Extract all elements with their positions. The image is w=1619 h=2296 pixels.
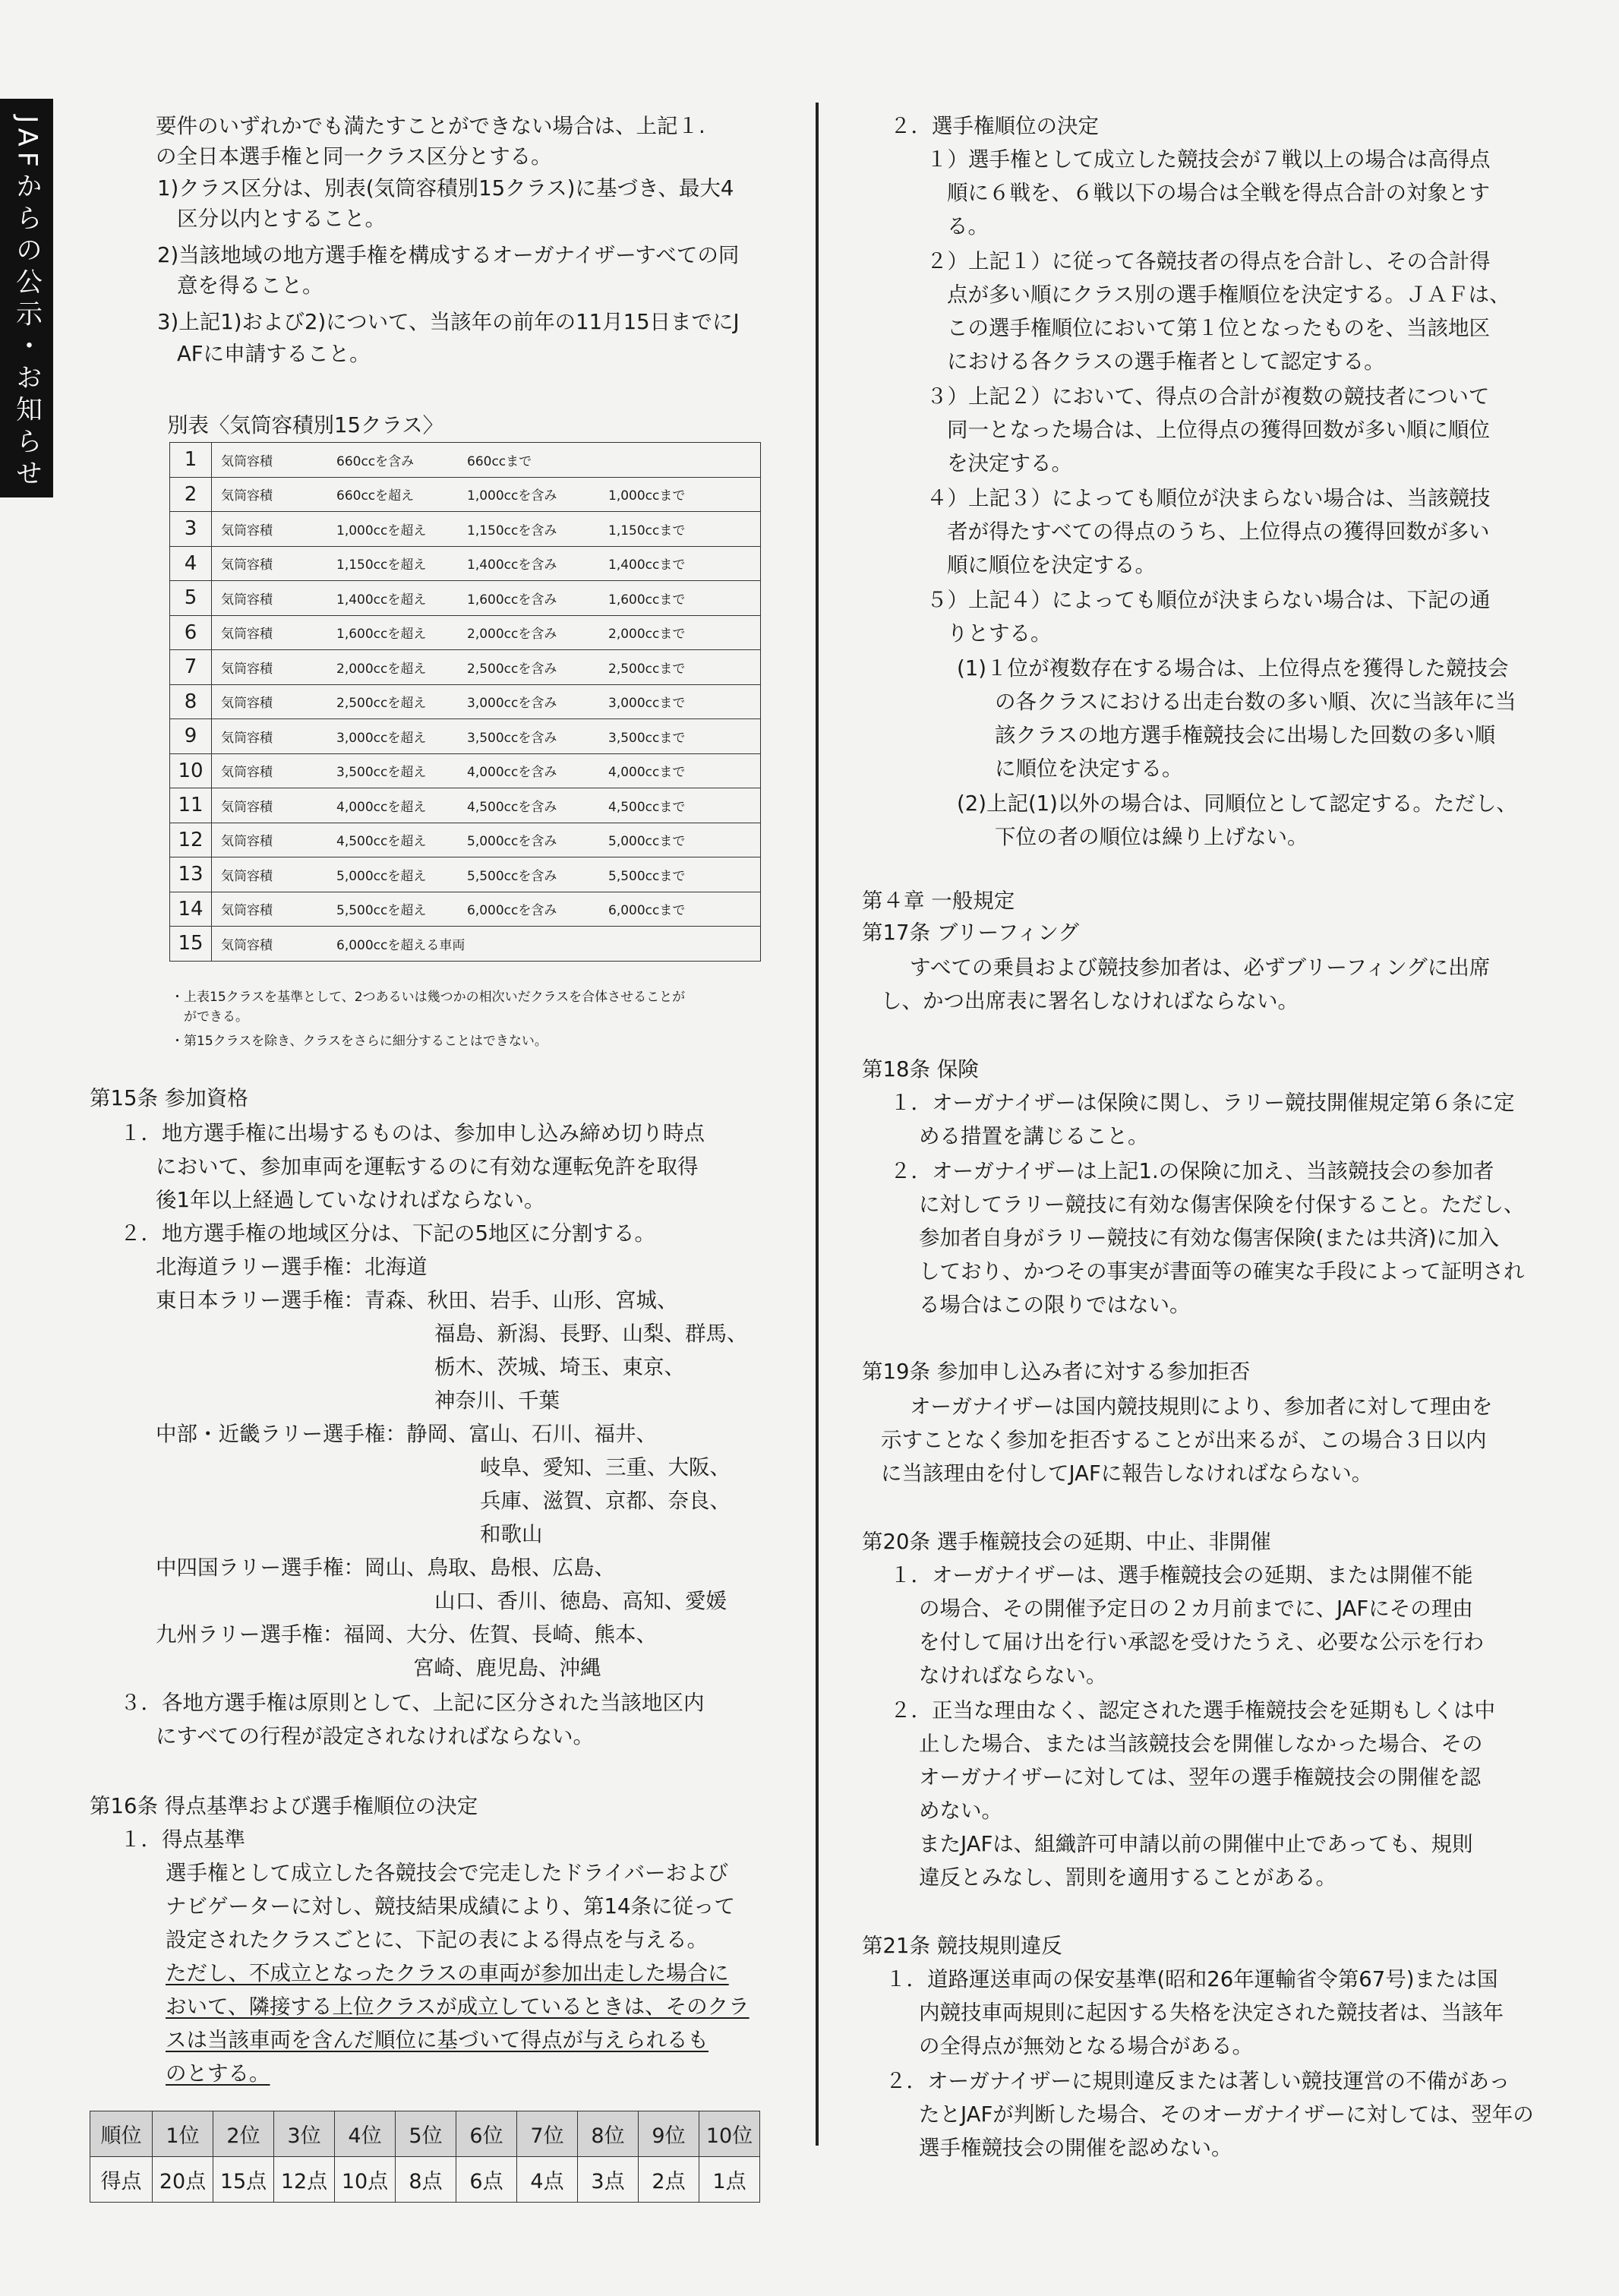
class-label: 気筒容積 (221, 661, 273, 677)
table-title: 別表〈気筒容積別15クラス〉 (167, 413, 444, 437)
class-a: 1,400ccを超え (336, 592, 427, 608)
class-b: 3,500ccを含み (467, 730, 557, 746)
text-line: ４）上記３）によっても順位が決まらない場合は、当該競技 (926, 486, 1491, 510)
text-line: に対してラリー競技に有効な傷害保険を付保すること。ただし、 (919, 1192, 1525, 1217)
rank-cell: 4位 (335, 2111, 396, 2157)
class-number: 5 (170, 581, 212, 616)
text-line: ２．オーガナイザーに規則違反または著しい競技運営の不備があっ (885, 2069, 1510, 2093)
class-b: 5,000ccを含み (467, 834, 557, 850)
article-20-heading: 第20条 選手権競技会の延期、中止、非開催 (862, 1530, 1271, 1554)
class-number: 6 (170, 615, 212, 650)
article-15-heading: 第15条 参加資格 (90, 1086, 248, 1110)
text-line: 要件のいずれかでも満たすことができない場合は、上記１. (156, 114, 705, 138)
table-note: ・第15クラスを除き、クラスをさらに細分することはできない。 (171, 1034, 548, 1049)
text-line: ２）上記１）に従って各競技者の得点を合計し、その合計得 (926, 249, 1491, 273)
class-label: 気筒容積 (221, 523, 273, 538)
class-c: 1,600ccまで (608, 592, 686, 608)
class-label: 気筒容積 (221, 592, 273, 608)
text-line: なければならない。 (919, 1663, 1107, 1688)
text-line: 同一となった場合は、上位得点の獲得回数が多い順に順位 (947, 418, 1490, 442)
displacement-row (170, 719, 761, 754)
text-line: 九州ラリー選手権：福岡、大分、佐賀、長崎、熊本、 (156, 1622, 657, 1647)
text-line: を決定する。 (947, 451, 1072, 475)
text-line: 参加者自身がラリー競技に有効な傷害保険(または共済)に加入 (919, 1226, 1499, 1250)
class-definition (212, 477, 761, 512)
column-divider (816, 103, 819, 2146)
displacement-row (170, 546, 761, 581)
text-line: オーガナイザーは国内競技規則により、参加者に対して理由を (910, 1394, 1493, 1419)
text-line: の全日本選手権と同一クラス区分とする。 (156, 144, 552, 169)
chapter-4-heading: 第４章 一般規定 (862, 889, 1015, 913)
displacement-row (170, 823, 761, 857)
class-a: 660ccを超え (336, 488, 415, 504)
class-definition (212, 719, 761, 754)
text-line: において、参加車両を運転するのに有効な運転免許を取得 (156, 1154, 699, 1179)
displacement-row (170, 512, 761, 547)
class-definition (212, 443, 761, 478)
class-c: 1,150ccまで (608, 523, 686, 538)
text-line: ３）上記２）において、得点の合計が複数の競技者について (926, 384, 1490, 409)
class-definition (212, 892, 761, 927)
text-line: の各クラスにおける出走台数の多い順、次に当該年に当 (995, 690, 1516, 714)
text-line: 設定されたクラスごとに、下記の表による得点を与える。 (166, 1928, 709, 1952)
text-line: すべての乗員および競技参加者は、必ずブリーフィングに出席 (910, 955, 1491, 980)
text-line: １）選手権として成立した競技会が７戦以上の場合は高得点 (926, 147, 1491, 172)
text-line: 意を得ること。 (177, 273, 323, 298)
class-c: 4,000ccまで (608, 765, 686, 781)
text-line: １．得点基準 (120, 1827, 245, 1852)
text-line: 福島、新潟、長野、山梨、群馬、 (434, 1322, 748, 1346)
class-definition (212, 546, 761, 581)
text-line: オーガナイザーに対しては、翌年の選手権競技会の開催を認 (919, 1765, 1482, 1789)
class-c: 3,500ccまで (608, 730, 686, 746)
class-label: 気筒容積 (221, 765, 273, 781)
class-a: 2,500ccを超え (336, 696, 427, 712)
text-line: ２．正当な理由なく、認定された選手権競技会を延期もしくは中 (890, 1698, 1495, 1723)
class-label: 気筒容積 (221, 868, 273, 884)
text-line: １．道路運送車両の保安基準(昭和26年運輸省令第67号)または国 (885, 1967, 1498, 1991)
text-line: の全得点が無効となる場合がある。 (919, 2034, 1253, 2058)
rank-cell: 6位 (456, 2111, 517, 2157)
class-label: 気筒容積 (221, 730, 273, 746)
points-cell: 10点 (335, 2157, 396, 2203)
points-cell: 3点 (578, 2157, 639, 2203)
text-line: に当該理由を付してJAFに報告しなければならない。 (881, 1461, 1373, 1486)
text-line: ２．地方選手権の地域区分は、下記の5地区に分割する。 (120, 1221, 655, 1246)
points-cell: 4点 (517, 2157, 578, 2203)
points-cell: 15点 (213, 2157, 274, 2203)
text-line: 止した場合、または当該競技会を開催しなかった場合、その (919, 1732, 1483, 1756)
text-line: 後1年以上経過していなければならない。 (156, 1188, 545, 1212)
side-tab-label: JAFからの公示・お知らせ (11, 115, 43, 491)
points-cell: 6点 (456, 2157, 517, 2203)
class-number: 4 (170, 546, 212, 581)
class-label: 気筒容積 (221, 488, 273, 504)
text-line: 順に順位を決定する。 (947, 553, 1156, 577)
text-line: 選手権競技会の開催を認めない。 (919, 2136, 1232, 2160)
class-c: 2,000ccまで (608, 627, 686, 643)
class-c: 2,500ccまで (608, 661, 686, 677)
class-definition (212, 788, 761, 823)
section-2-heading: ２．選手権順位の決定 (890, 114, 1099, 138)
class-number: 1 (170, 443, 212, 478)
underlined-text: のとする。 (166, 2061, 270, 2086)
class-number: 14 (170, 892, 212, 927)
text-line: における各クラスの選手権者として認定する。 (947, 349, 1385, 374)
class-label: 気筒容積 (221, 696, 273, 712)
rank-cell: 9位 (639, 2111, 699, 2157)
class-a: 5,500ccを超え (336, 903, 427, 919)
displacement-class-table (169, 442, 761, 962)
class-a: 5,000ccを超え (336, 868, 427, 884)
class-c: 3,000ccまで (608, 696, 686, 712)
class-label: 気筒容積 (221, 453, 273, 469)
class-definition (212, 857, 761, 892)
table-note: ができる。 (171, 1009, 248, 1025)
class-b: 5,500ccを含み (467, 868, 557, 884)
text-line: ３．各地方選手権は原則として、上記に区分された当該地区内 (120, 1691, 705, 1715)
text-line: １．地方選手権に出場するものは、参加申し込み締め切り時点 (120, 1121, 705, 1145)
text-line: (1)１位が複数存在する場合は、上位得点を獲得した競技会 (957, 656, 1509, 681)
text-line: 該クラスの地方選手権競技会に出場した回数の多い順 (995, 723, 1496, 747)
displacement-row (170, 443, 761, 478)
class-definition (212, 650, 761, 685)
class-number: 13 (170, 857, 212, 892)
class-number: 11 (170, 788, 212, 823)
rank-cell: 10位 (699, 2111, 760, 2157)
text-line: 栃木、茨城、埼玉、東京、 (434, 1355, 685, 1379)
class-a: 1,150ccを超え (336, 557, 427, 573)
text-line: る。 (947, 214, 989, 238)
text-line: める措置を講じること。 (919, 1124, 1149, 1148)
text-line: を付して届け出を行い承認を受けたうえ、必要な公示を行わ (919, 1630, 1485, 1654)
class-a: 3,500ccを超え (336, 765, 427, 781)
text-line: 区分以内とすること。 (177, 207, 386, 231)
text-line: 東日本ラリー選手権：青森、秋田、岩手、山形、宮城、 (156, 1288, 678, 1312)
text-line: 点が多い順にクラス別の選手権順位を決定する。ＪＡＦは、 (947, 283, 1510, 307)
class-b: 4,000ccを含み (467, 765, 557, 781)
article-21-heading: 第21条 競技規則違反 (862, 1934, 1062, 1958)
article-19-heading: 第19条 参加申し込み者に対する参加拒否 (862, 1360, 1251, 1384)
displacement-row (170, 927, 761, 962)
rank-cell: 8位 (578, 2111, 639, 2157)
text-line: めない。 (919, 1799, 1002, 1823)
text-line: 違反とみなし、罰則を適用することがある。 (919, 1865, 1337, 1890)
text-line: 北海道ラリー選手権：北海道 (156, 1255, 428, 1279)
rank-cell: 1位 (153, 2111, 213, 2157)
points-cell: 1点 (699, 2157, 760, 2203)
text-line: 内競技車両規則に起因する失格を決定された競技者は、当該年 (919, 2001, 1504, 2025)
text-line: 選手権として成立した各競技会で完走したドライバーおよび (166, 1861, 729, 1885)
text-line: 兵庫、滋賀、京都、奈良、 (480, 1489, 731, 1513)
class-a: 660ccを含み (336, 453, 415, 469)
underlined-text: ただし、不成立となったクラスの車両が参加出走した場合に (166, 1961, 729, 1985)
text-line: る場合はこの限りではない。 (919, 1293, 1191, 1317)
class-a: 6,000ccを超える車両 (336, 937, 466, 953)
text-line: ナビゲーターに対し、競技結果成績により、第14条に従って (166, 1894, 735, 1919)
class-b: 1,000ccを含み (467, 488, 557, 504)
text-line: 山口、香川、徳島、高知、愛媛 (434, 1589, 727, 1613)
text-line: 2)当該地域の地方選手権を構成するオーガナイザーすべての同 (157, 243, 740, 267)
points-table-points-row (90, 2157, 760, 2203)
class-a: 4,000ccを超え (336, 799, 427, 815)
side-tab-jaf-notices (0, 99, 53, 497)
class-b: 2,000ccを含み (467, 627, 557, 643)
class-b: 6,000ccを含み (467, 903, 557, 919)
rank-header: 順位 (90, 2111, 153, 2157)
class-number: 9 (170, 719, 212, 754)
displacement-row (170, 857, 761, 892)
points-table-rank-row (90, 2111, 760, 2157)
class-a: 4,500ccを超え (336, 834, 427, 850)
rank-cell: 2位 (213, 2111, 274, 2157)
class-label: 気筒容積 (221, 799, 273, 815)
text-line: １．オーガナイザーは、選手権競技会の延期、または開催不能 (890, 1563, 1473, 1587)
text-line: にすべての行程が設定されなければならない。 (156, 1724, 594, 1748)
displacement-row (170, 753, 761, 788)
text-line: たとJAFが判断した場合、そのオーガナイザーに対しては、翌年の (919, 2102, 1534, 2127)
underlined-text: スは当該車両を含んだ順位に基づいて得点が与えられるも (166, 2028, 709, 2052)
text-line: りとする。 (947, 621, 1052, 646)
text-line: の場合、その開催予定日の２カ月前までに、JAFにその理由 (919, 1596, 1473, 1621)
class-label: 気筒容積 (221, 903, 273, 919)
points-cell: 8点 (396, 2157, 456, 2203)
text-line: に順位を決定する。 (995, 756, 1183, 781)
text-line: 者が得たすべての得点のうち、上位得点の獲得回数が多い (947, 520, 1490, 544)
underlined-text: おいて、隣接する上位クラスが成立しているときは、そのクラ (166, 1994, 750, 2019)
class-a: 1,000ccを超え (336, 523, 427, 538)
displacement-row (170, 650, 761, 685)
text-line: 和歌山 (480, 1522, 543, 1546)
class-definition (212, 753, 761, 788)
text-line: AFに申請すること。 (177, 342, 371, 366)
class-label: 気筒容積 (221, 627, 273, 643)
text-line: 中四国ラリー選手権：岡山、鳥取、島根、広島、 (156, 1555, 615, 1580)
article-17-heading: 第17条 ブリーフィング (862, 921, 1080, 945)
class-number: 15 (170, 927, 212, 962)
text-line: 1)クラス区分は、別表(気筒容積別15クラス)に基づき、最大4 (157, 176, 734, 201)
text-line: １．オーガナイザーは保険に関し、ラリー競技開催規定第６条に定 (890, 1091, 1515, 1115)
class-label: 気筒容積 (221, 557, 273, 573)
text-line (166, 1960, 729, 1987)
text-line: 岐阜、愛知、三重、大阪、 (480, 1455, 731, 1480)
article-16-heading: 第16条 得点基準および選手権順位の決定 (90, 1794, 478, 1818)
class-a: 2,000ccを超え (336, 661, 427, 677)
text-line: 順に６戦を、６戦以下の場合は全戦を得点合計の対象とす (947, 181, 1490, 205)
text-line (166, 2026, 709, 2054)
text-line: 神奈川、千葉 (434, 1388, 560, 1413)
class-c: 1,400ccまで (608, 557, 686, 573)
class-definition (212, 512, 761, 547)
class-c: 1,000ccまで (608, 488, 686, 504)
class-c: 5,500ccまで (608, 868, 686, 884)
text-line: 3)上記1)および2)について、当該年の前年の11月15日までにJ (157, 310, 740, 334)
text-line (166, 1993, 750, 2020)
class-definition (212, 684, 761, 719)
class-b: 1,400ccを含み (467, 557, 557, 573)
class-number: 7 (170, 650, 212, 685)
text-line: 中部・近畿ラリー選手権：静岡、富山、石川、福井、 (156, 1422, 657, 1446)
text-line: 宮崎、鹿児島、沖縄 (413, 1656, 601, 1680)
class-c: 6,000ccまで (608, 903, 686, 919)
text-line (166, 2060, 270, 2087)
class-a: 1,600ccを超え (336, 627, 427, 643)
table-note: ・上表15クラスを基準として、2つあるいは幾つかの相次いだクラスを合体させることが (171, 990, 686, 1005)
class-b: 2,500ccを含み (467, 661, 557, 677)
article-18-heading: 第18条 保険 (862, 1057, 979, 1082)
class-definition (212, 581, 761, 616)
points-header: 得点 (90, 2157, 153, 2203)
rank-cell: 5位 (396, 2111, 456, 2157)
displacement-row (170, 788, 761, 823)
class-b: 660ccまで (467, 453, 532, 469)
text-line: 示すことなく参加を拒否することが出来るが、この場合３日以内 (881, 1428, 1487, 1452)
class-b: 4,500ccを含み (467, 799, 557, 815)
text-line: しており、かつその事実が書面等の確実な手段によって証明され (919, 1259, 1525, 1284)
class-label: 気筒容積 (221, 937, 273, 953)
class-c: 5,000ccまで (608, 834, 686, 850)
rank-cell: 7位 (517, 2111, 578, 2157)
class-number: 10 (170, 753, 212, 788)
text-line: この選手権順位において第１位となったものを、当該地区 (947, 316, 1490, 340)
displacement-row (170, 477, 761, 512)
class-label: 気筒容積 (221, 834, 273, 850)
points-cell: 20点 (153, 2157, 213, 2203)
displacement-row (170, 615, 761, 650)
class-number: 3 (170, 512, 212, 547)
displacement-row (170, 892, 761, 927)
class-definition (212, 823, 761, 857)
class-a: 3,000ccを超え (336, 730, 427, 746)
displacement-row (170, 684, 761, 719)
points-table (90, 2111, 760, 2203)
points-cell: 12点 (274, 2157, 335, 2203)
class-number: 12 (170, 823, 212, 857)
class-definition (212, 615, 761, 650)
class-c: 4,500ccまで (608, 799, 686, 815)
text-line: (2)上記(1)以外の場合は、同順位として認定する。ただし、 (957, 791, 1517, 816)
class-b: 3,000ccを含み (467, 696, 557, 712)
text-line: ２．オーガナイザーは上記1.の保険に加え、当該競技会の参加者 (890, 1159, 1494, 1183)
class-definition (212, 927, 761, 962)
class-b: 1,150ccを含み (467, 523, 557, 538)
class-b: 1,600ccを含み (467, 592, 557, 608)
points-cell: 2点 (639, 2157, 699, 2203)
text-line: 下位の者の順位は繰り上げない。 (995, 825, 1308, 849)
class-number: 8 (170, 684, 212, 719)
text-line: し、かつ出席表に署名しなければならない。 (881, 989, 1299, 1013)
class-number: 2 (170, 477, 212, 512)
rank-cell: 3位 (274, 2111, 335, 2157)
displacement-row (170, 581, 761, 616)
text-line: またJAFは、組織許可申請以前の開催中止であっても、規則 (919, 1832, 1473, 1856)
text-line: ５）上記４）によっても順位が決まらない場合は、下記の通 (926, 588, 1491, 612)
